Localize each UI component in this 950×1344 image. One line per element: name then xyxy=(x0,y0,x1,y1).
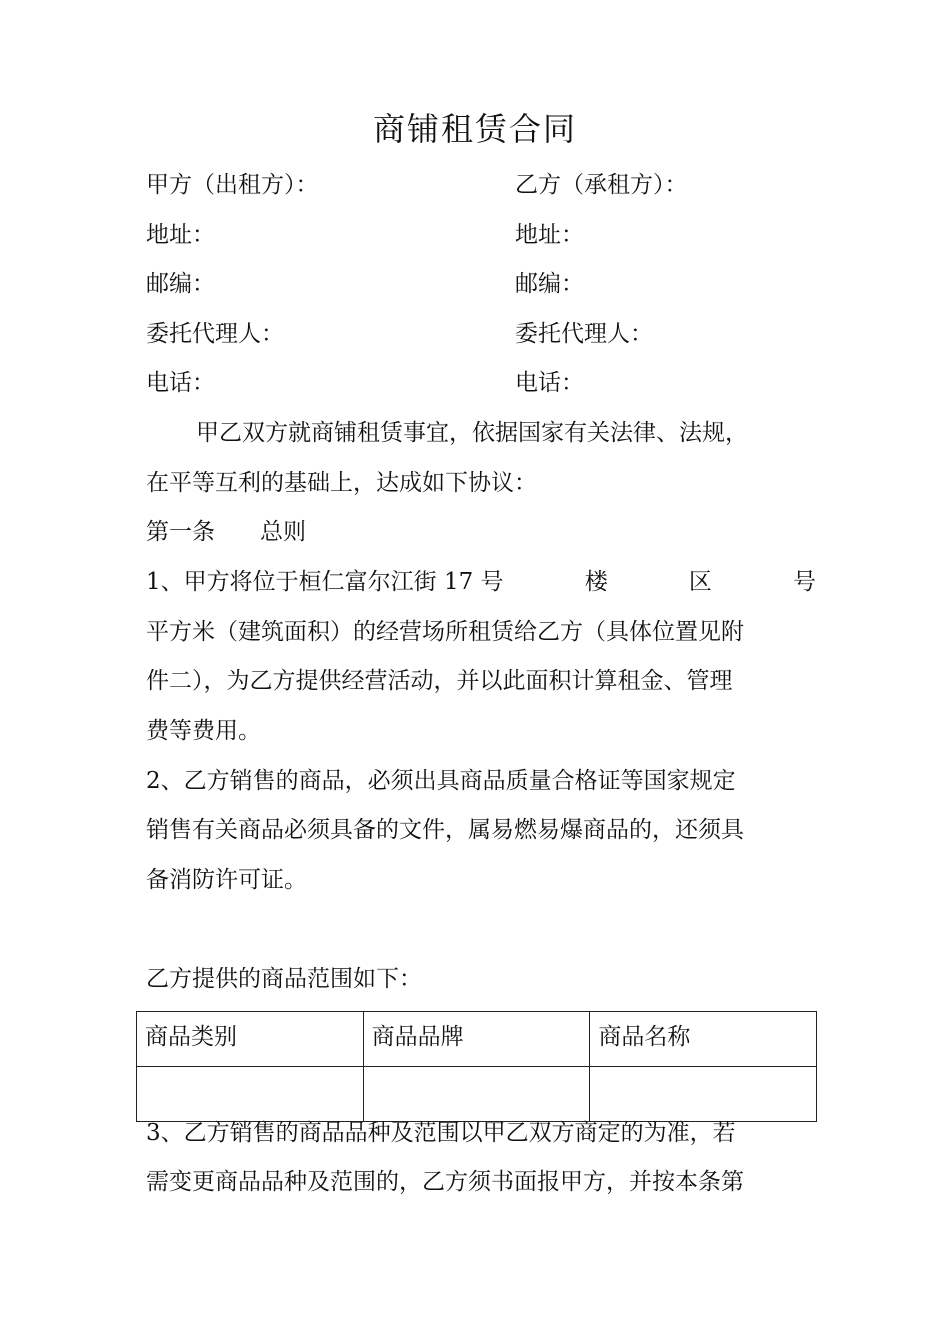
clause-2-line-3: 备消防许可证。 xyxy=(146,867,307,893)
document-title: 商铺租赁合同 xyxy=(372,110,577,148)
clause-1-line-1 xyxy=(146,567,816,597)
goods-table-cell-brand xyxy=(363,1067,590,1122)
goods-scope-intro: 乙方提供的商品范围如下： xyxy=(146,966,422,992)
party-a-agent-label: 委托代理人： xyxy=(146,321,284,347)
clause-1-line-4: 费等费用。 xyxy=(146,718,261,744)
goods-table-header-brand: 商品品牌 xyxy=(363,1012,590,1067)
party-a-address-label: 地址： xyxy=(146,222,215,248)
preamble-line-2: 在平等互利的基础上，达成如下协议： xyxy=(146,470,537,496)
party-a-postcode-label: 邮编： xyxy=(146,271,215,297)
clause-1-zone: 区 xyxy=(688,569,712,595)
clause-2-line-2: 销售有关商品必须具备的文件，属易燃易爆商品的，还须具 xyxy=(146,817,744,843)
party-b-agent-label: 委托代理人： xyxy=(515,321,653,347)
clause-3-line-1: 3、乙方销售的商品品种及范围以甲乙双方商定的为准，若 xyxy=(146,1120,736,1146)
goods-table-cell-category xyxy=(137,1067,364,1122)
preamble-line-1: 甲乙双方就商铺租赁事宜，依据国家有关法律、法规， xyxy=(196,420,748,446)
goods-table xyxy=(136,1011,817,1122)
party-a-phone-label: 电话： xyxy=(146,370,215,396)
clause-2-line-1: 2、乙方销售的商品，必须出具商品质量合格证等国家规定 xyxy=(146,768,736,794)
goods-table-cell-name xyxy=(590,1067,817,1122)
party-b-phone-label: 电话： xyxy=(515,370,584,396)
article-1-number: 第一条 xyxy=(146,519,215,545)
goods-table-header-name: 商品名称 xyxy=(590,1012,817,1067)
clause-1-number: 号 xyxy=(793,569,816,595)
party-b-address-label: 地址： xyxy=(515,222,584,248)
article-1-title: 总则 xyxy=(260,519,306,545)
clause-1-line-3: 件二），为乙方提供经营活动，并以此面积计算租金、管理 xyxy=(146,668,733,694)
party-a-label: 甲方（出租方）： xyxy=(146,172,319,198)
clause-3-line-2: 需变更商品品种及范围的，乙方须书面报甲方，并按本条第 xyxy=(146,1169,744,1195)
clause-1-location: 1、甲方将位于桓仁富尔江街 17 号 xyxy=(146,569,504,595)
goods-table-row xyxy=(137,1067,817,1122)
clause-1-building: 楼 xyxy=(584,569,608,595)
goods-table-header-row xyxy=(137,1012,817,1067)
goods-table-header-category: 商品类别 xyxy=(137,1012,364,1067)
clause-1-line-2: 平方米（建筑面积）的经营场所租赁给乙方（具体位置见附 xyxy=(146,619,744,645)
party-b-postcode-label: 邮编： xyxy=(515,271,584,297)
party-b-label: 乙方（承租方）： xyxy=(515,172,688,198)
